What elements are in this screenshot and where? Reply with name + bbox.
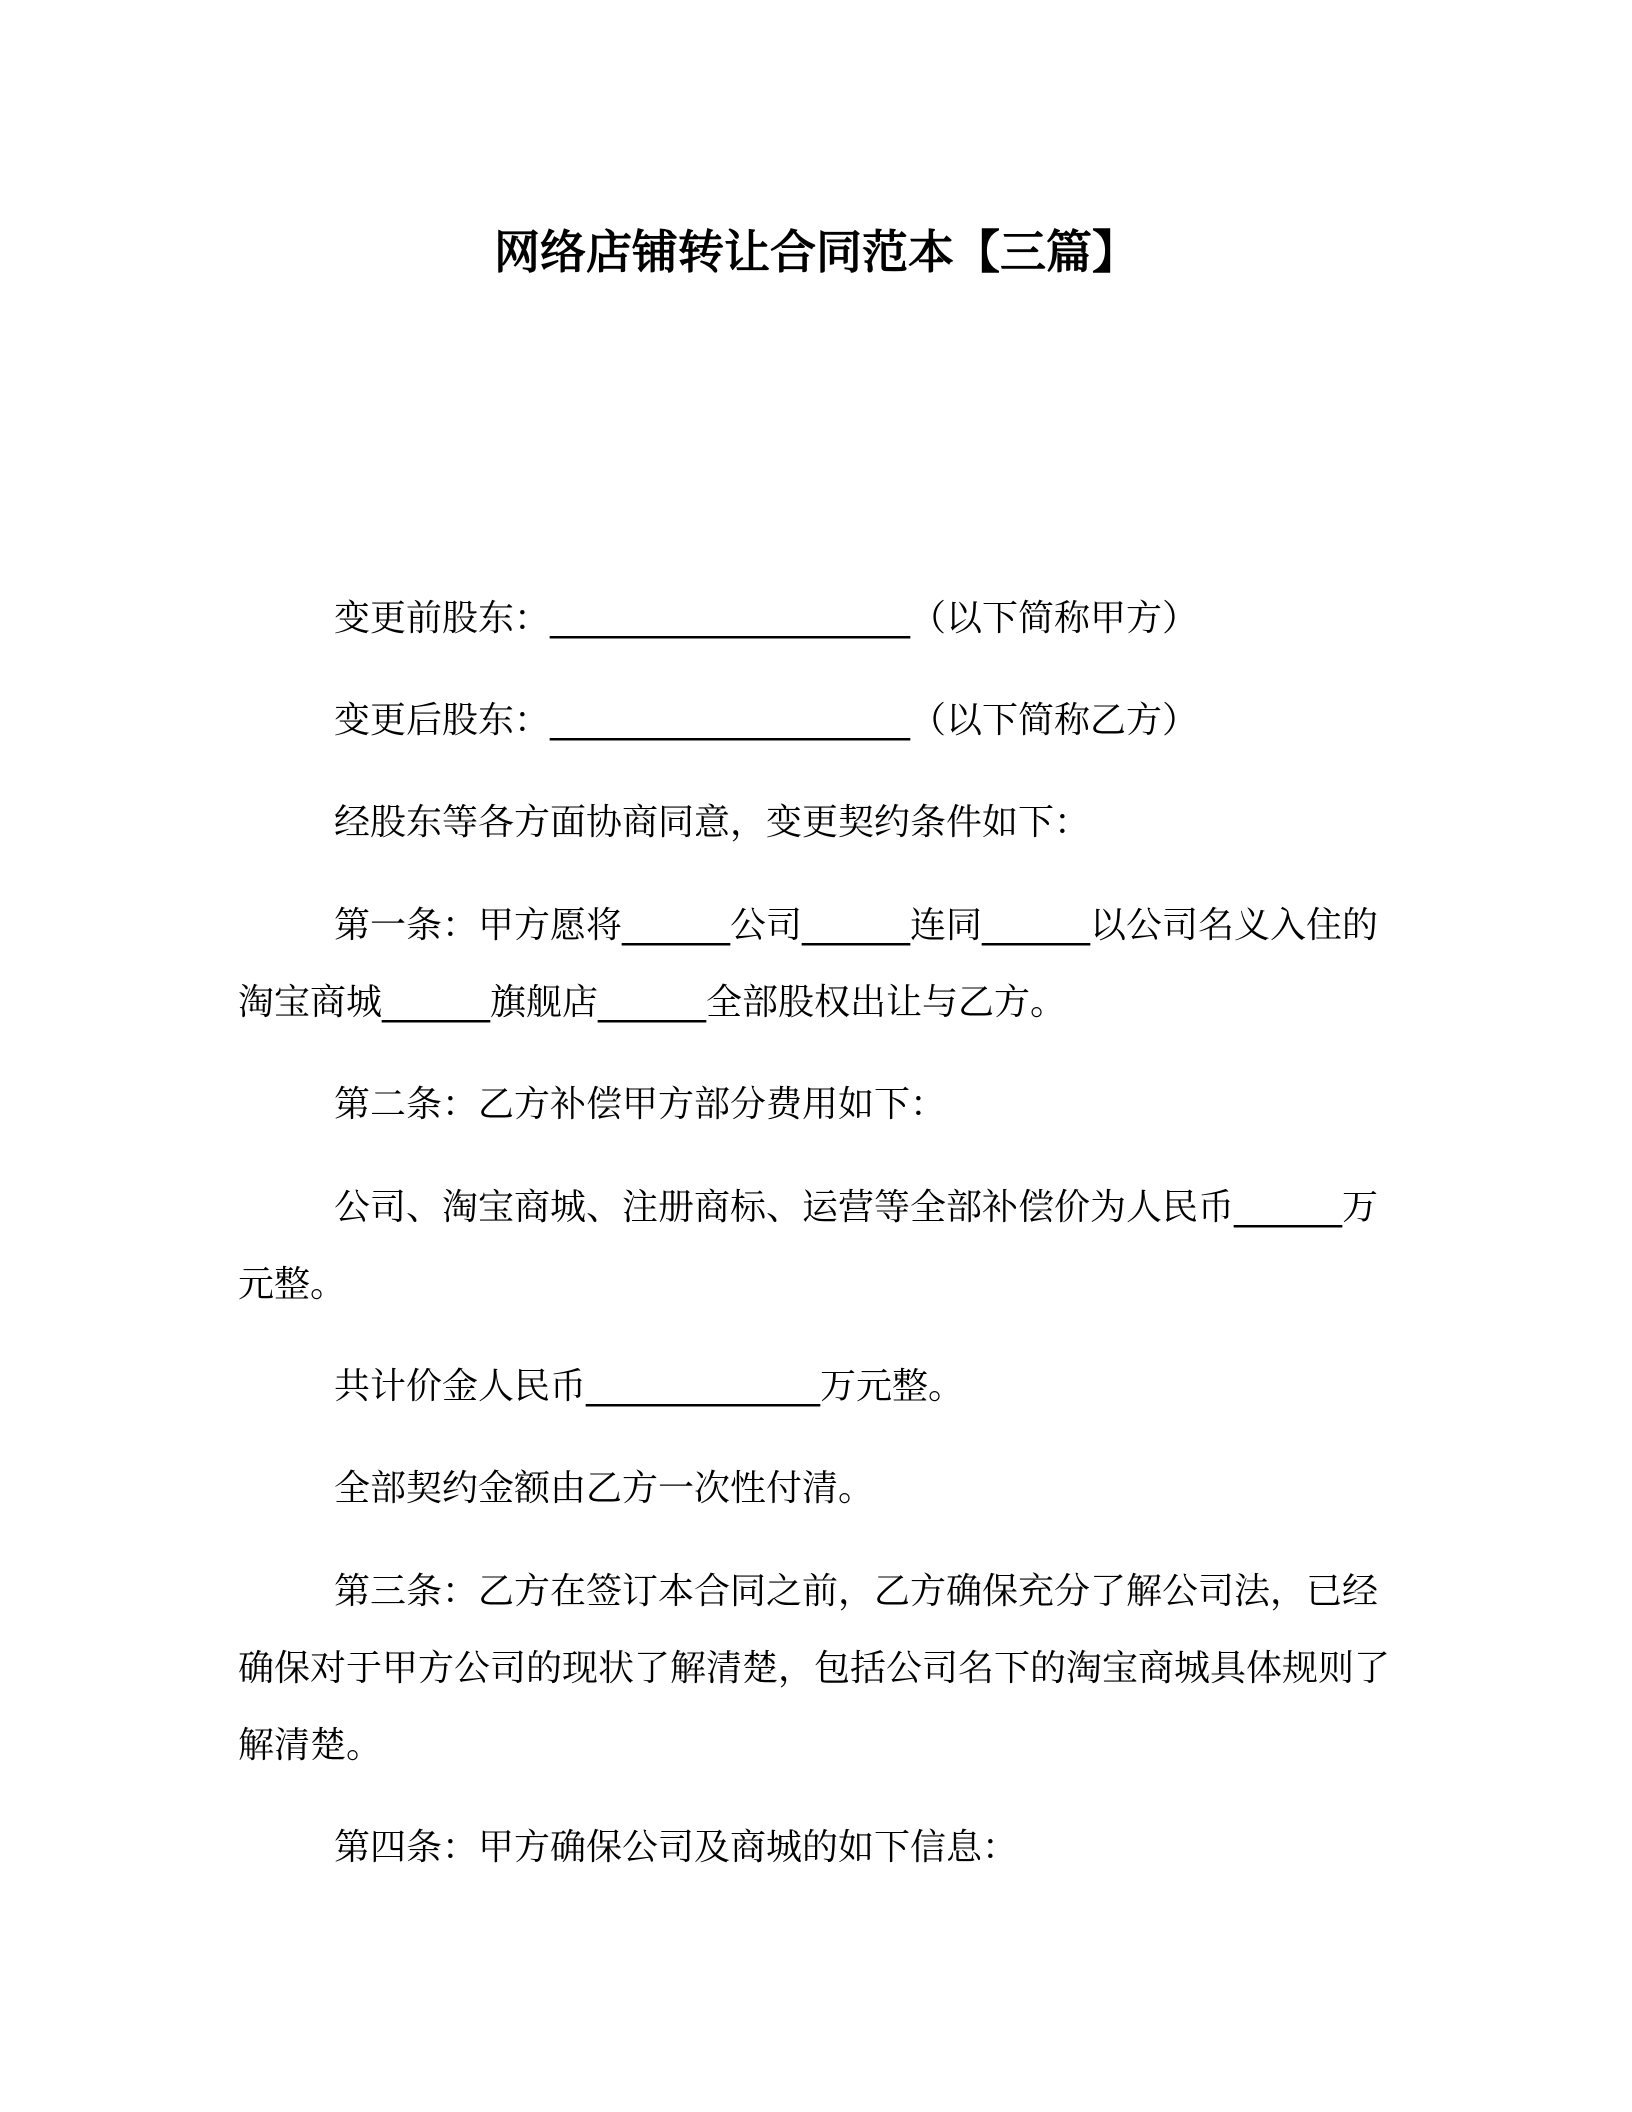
paragraph-shareholder-before: 变更前股东：____________________（以下简称甲方）: [334, 598, 1199, 639]
paragraph-article-4: 第四条：甲方确保公司及商城的如下信息：: [334, 1827, 1019, 1868]
paragraph-agreement-intro: 经股东等各方面协商同意，变更契约条件如下：: [334, 802, 1091, 843]
paragraph-article-3: 第三条：乙方在签订本合同之前，乙方确保充分了解公司法，已经确保对于甲方公司的现状了解清楚，包括公司名下的淘宝商城具体规则了解清楚。: [238, 1571, 1391, 1766]
paragraph-payment: 全部契约金额由乙方一次性付清。: [334, 1468, 875, 1509]
paragraph-article-1: 第一条：甲方愿将______公司______连同______以公司名义入住的淘宝商城______旗舰店______全部股权出让与乙方。: [238, 905, 1379, 1023]
paragraph-article-2: 第二条：乙方补偿甲方部分费用如下：: [334, 1084, 947, 1125]
paragraph-shareholder-after: 变更后股东：____________________（以下简称乙方）: [334, 700, 1199, 741]
paragraph-compensation: 公司、淘宝商城、注册商标、运营等全部补偿价为人民币______万元整。: [238, 1187, 1379, 1305]
document-title: 网络店铺转让合同范本【三篇】: [494, 225, 1138, 279]
paragraph-total-price: 共计价金人民币_____________万元整。: [334, 1366, 965, 1407]
